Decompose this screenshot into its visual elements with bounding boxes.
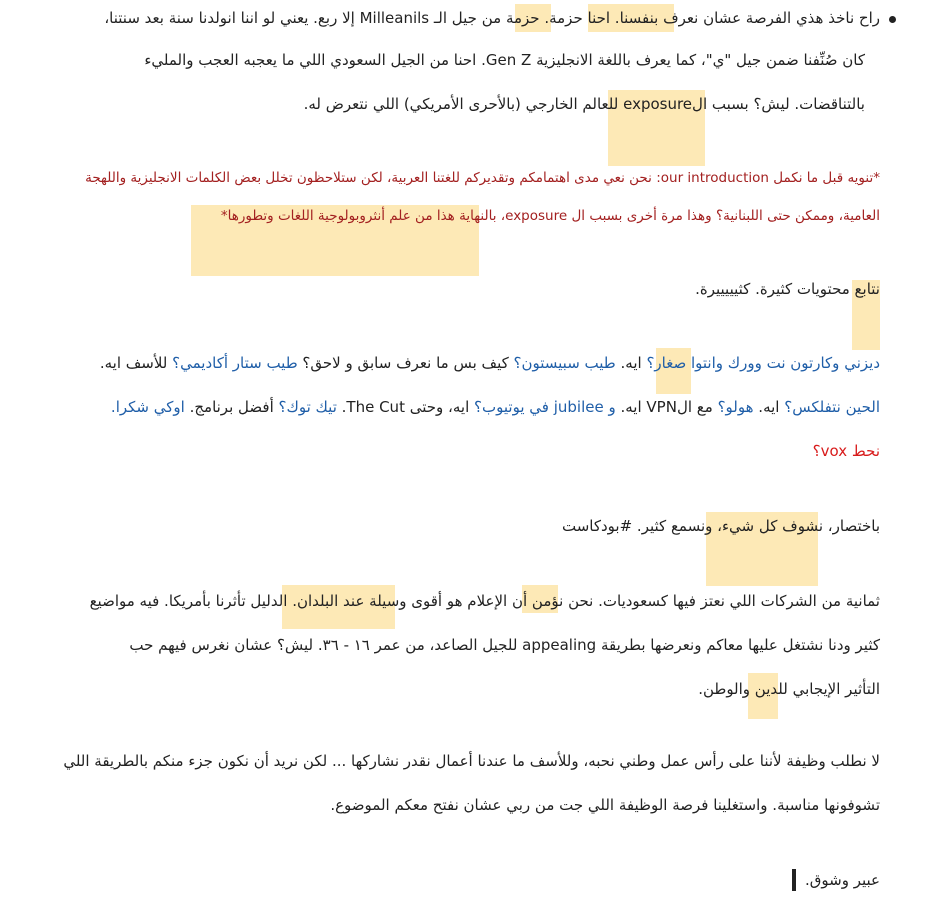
bullet-icon [889, 16, 896, 23]
note-line2: العامية، وممكن حتى اللبنانية؟ وهذا مرة أخرى بسبب ال exposure، بالنهاية هذا من علم أنثروبولوجية اللغات وتطورها* [220, 208, 880, 224]
media-text: مع الVPN ايه. [615, 398, 718, 416]
paragraph3-line1: لا نطلب وظيفة لأننا على رأس عمل وطني نحبه، وللأسف ما عندنا أعمال نقدر نشاركها ... لكن نريد أن نكون جزء منكم بالطريقة اللي [63, 752, 880, 770]
paragraph1-line3: بالتناقضات. ليش؟ بسبب الexposure للعالم الخارجي (بالأحرى الأمريكي) اللي نتعرض له. [303, 95, 865, 113]
follow-line: نتابع محتويات كثيرة. كثيييييرة. [695, 280, 880, 298]
media-text: ايه، وحتى The Cut. [336, 398, 475, 416]
media-link-thanks[interactable]: اوكي شكرا. [110, 398, 185, 416]
media-line2 [40, 396, 880, 418]
media-link-netflix[interactable]: الحين نتفلكس؟ [784, 398, 880, 416]
media-link-spacetoon[interactable]: طيب سبيستون؟ [513, 354, 616, 372]
media-line1 [40, 352, 880, 374]
paragraph2-line2: كثير ودنا نشتغل عليها معاكم ونعرضها بطريقة appealing للجيل الصاعد، من عمر ١٦ - ٣٦. ليش؟ عشان نغرس فيهم حب [129, 636, 880, 654]
media-link-jubilee[interactable]: و jubilee في يوتيوب؟ [474, 398, 616, 416]
paragraph1-line2: كان صُنِّفنا ضمن جيل "ي"، كما يعرف باللغة الانجليزية Gen Z. احنا من الجيل السعودي اللي ما يعجبه العجب والمليء [144, 51, 865, 69]
summary-line: باختصار، نشوف كل شيء، ونسمع كثير. #بودكاست [561, 517, 880, 535]
media-link-disney[interactable]: ديزني وكارتون نت وورك وانتوا صغار؟ [646, 354, 880, 372]
media-line3-vox: نحط vox؟ [812, 442, 880, 460]
paragraph1-line1: راح ناخذ هذي الفرصة عشان نعرف بنفسنا. احنا حزمة. حزمة من جيل الـ Milleanils إلا ربع. يعني لو اننا انولدنا سنة بعد سنتنا، [104, 9, 880, 27]
note-line1: *تنويه قبل ما نكمل our introduction: نحن نعي مدى اهتمامكم وتقديركم للغتنا العربية، لكن ستلاحظون تخلل بعض الكلمات الانجليزية واللهجة [85, 170, 880, 186]
paragraph3-line2: تشوفونها مناسبة. واستغلينا فرصة الوظيفة اللي جت من ربي عشان نفتح معكم الموضوع. [330, 796, 880, 814]
media-text: أفضل برنامج. [184, 398, 279, 416]
paragraph2-line3: التأثير الإيجابي للدين والوطن. [698, 680, 880, 698]
signature: عبير وشوق. [804, 871, 880, 889]
media-text: للأسف ايه. [99, 354, 173, 372]
media-text: كيف بس ما نعرف سابق و لاحق؟ [297, 354, 514, 372]
media-text: ايه. [615, 354, 647, 372]
media-link-hulu[interactable]: هولو؟ [717, 398, 754, 416]
media-text: ايه. [753, 398, 785, 416]
media-link-tiktok[interactable]: تيك توك؟ [278, 398, 337, 416]
media-link-star-academy[interactable]: طيب ستار أكاديمي؟ [172, 354, 298, 372]
paragraph2-line1: ثمانية من الشركات اللي نعتز فيها كسعوديات. نحن نؤمن أن الإعلام هو أقوى وسيلة عند البلدان. الدليل تأثرنا بأمريكا. فيه مواضيع [89, 592, 880, 610]
